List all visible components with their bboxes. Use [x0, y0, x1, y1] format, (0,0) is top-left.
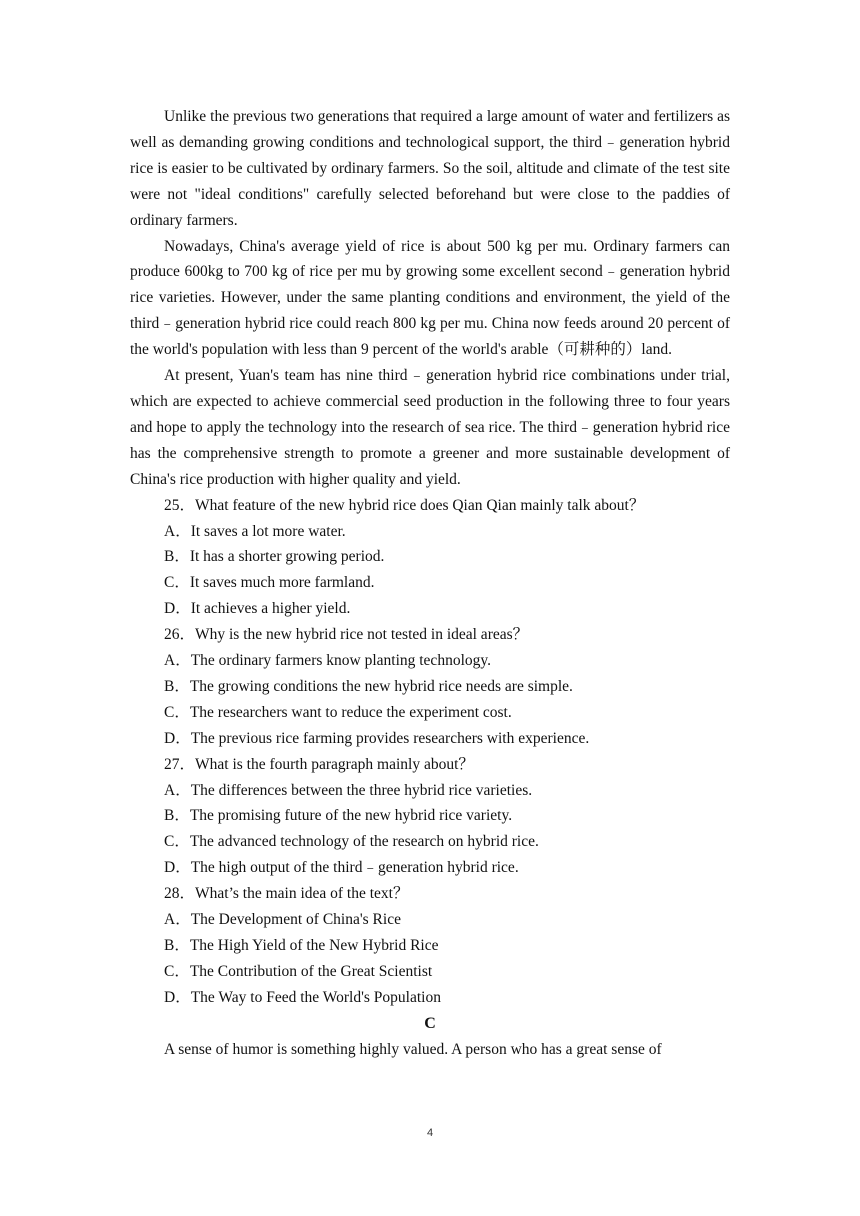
option-a: A．The differences between the three hybrid rice varieties. [164, 781, 533, 799]
option-d: D．The Way to Feed the World's Population [164, 988, 441, 1006]
option-c: C．The advanced technology of the research on hybrid rice. [164, 833, 539, 851]
question-26 [130, 622, 730, 752]
paragraph-1: Unlike the previous two generations that required a large amount of water and fertilizers as well as demanding growing conditions and technological support, the third﹣generation hybrid rice is easier to be cultivated by ordinary farmers. So the soil, altitude and climate of the test site were not "ideal conditions" carefully selected beforehand but were close to the paddies of ordinary farmers. [130, 108, 730, 229]
section-c-first-line: A sense of humor is something highly valued. A person who has a great sense of [164, 1040, 662, 1058]
option-b: B．The promising future of the new hybrid rice variety. [164, 807, 513, 825]
option-b: B．The High Yield of the New Hybrid Rice [164, 937, 439, 954]
option-a: A．The Development of China's Rice [164, 911, 401, 929]
option-c: C．The researchers want to reduce the experiment cost. [164, 703, 512, 721]
document-page [130, 104, 730, 1063]
option-c: C．The Contribution of the Great Scientist [164, 962, 433, 980]
option-d: D．It achieves a higher yield. [164, 600, 351, 618]
question-stem: 25．What feature of the new hybrid rice does Qian Qian mainly talk about？ [164, 496, 645, 514]
question-stem: 26．Why is the new hybrid rice not tested in ideal areas？ [164, 626, 529, 644]
question-28 [130, 881, 730, 1011]
question-27 [130, 752, 730, 882]
option-c: C．It saves much more farmland. [164, 574, 375, 592]
question-stem: 27．What is the fourth paragraph mainly about？ [164, 755, 474, 773]
option-a: A．It saves a lot more water. [164, 522, 346, 540]
paragraph-3: At present, Yuan's team has nine third﹣generation hybrid rice combinations under trial, which are expected to achieve commercial seed production in the following three to four years and hope to apply the technology into the research of sea rice. The third﹣generation hybrid rice has the comprehensive strength to promote a greener and more sustainable development of China's rice production with higher quality and yield. [130, 367, 730, 488]
question-25 [130, 493, 730, 623]
option-b: B．The growing conditions the new hybrid rice needs are simple. [164, 677, 573, 695]
section-heading: C [424, 1014, 436, 1032]
option-b: B．It has a shorter growing period. [164, 548, 385, 566]
question-stem: 28．What’s the main idea of the text？ [164, 885, 409, 903]
option-d: D．The previous rice farming provides researchers with experience. [164, 729, 590, 747]
paragraph-2: Nowadays, China's average yield of rice is about 500 kg per mu. Ordinary farmers can produce 600kg to 700 kg of rice per mu by growing some excellent second﹣generation hybrid rice varieties. However, under the same planting conditions and environment, the yield of the third﹣generation hybrid rice could reach 800 kg per mu. China now feeds around 20 percent of the world's population with less than 9 percent of the world's arable（可耕种的）land. [130, 237, 730, 359]
page-number: 4 [426, 1127, 434, 1139]
option-a: A．The ordinary farmers know planting technology. [164, 652, 491, 670]
option-d: D．The high output of the third﹣generation hybrid rice. [164, 859, 519, 877]
